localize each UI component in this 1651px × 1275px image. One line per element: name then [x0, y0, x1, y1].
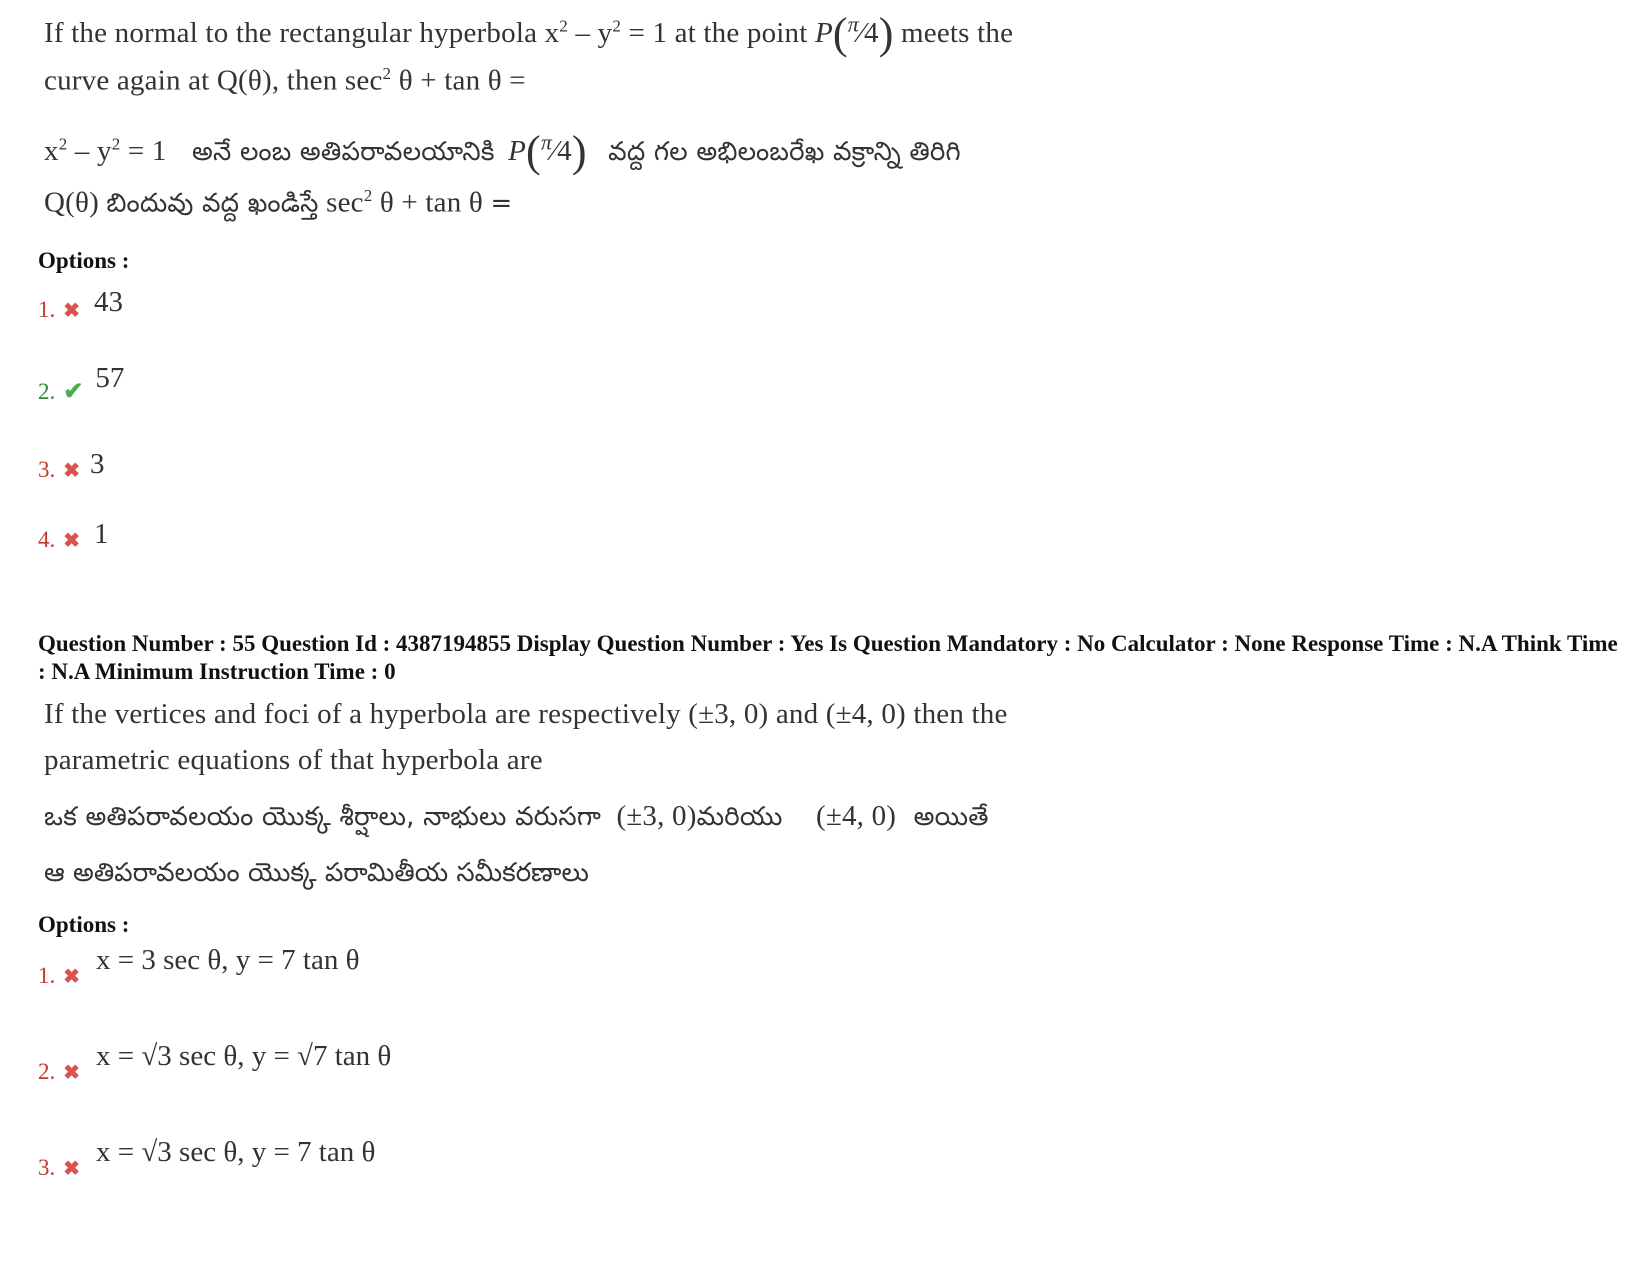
- exponent: 2: [363, 186, 373, 205]
- q55-option-1[interactable]: [38, 944, 360, 991]
- exponent: 2: [612, 16, 622, 36]
- q54-option-1[interactable]: [38, 286, 124, 325]
- denominator: 4: [864, 17, 879, 49]
- q54-option-3[interactable]: [38, 448, 105, 485]
- exponent: 2: [382, 64, 392, 83]
- option-value: 1: [94, 518, 109, 550]
- option-number: 2.: [38, 379, 56, 404]
- cross-icon: ✖: [63, 300, 81, 322]
- cross-icon: ✖: [63, 966, 81, 988]
- q54-option-2[interactable]: [38, 362, 125, 407]
- option-number: 3.: [38, 1155, 56, 1180]
- option-number: 4.: [38, 527, 56, 552]
- q54-text: – y: [568, 17, 613, 49]
- q55-metadata: Question Number : 55 Question Id : 4387194855 Display Question Number : Yes Is Question Mandatory : No Calculator : None Response Time : N.A Think Time : N.A Minimum Instruction Time : 0: [38, 631, 1618, 684]
- q54-text: =: [490, 188, 513, 219]
- cross-icon: ✖: [63, 460, 81, 482]
- q54-text: meets the: [893, 17, 1014, 49]
- q54-text: sec: [326, 186, 364, 219]
- q54-text: θ + tan θ =: [391, 64, 526, 97]
- option-value: x = 3 sec θ, y = 7 tan θ: [96, 944, 360, 976]
- option-value: 43: [94, 286, 124, 318]
- exponent: 2: [58, 134, 68, 154]
- cross-icon: ✖: [63, 1158, 81, 1180]
- q55-telugu-text: అయితే: [913, 802, 989, 832]
- q54-text: Q(θ): [44, 186, 99, 219]
- q54-text: = 1 at the point: [621, 17, 815, 49]
- q54-text: = 1: [120, 135, 167, 167]
- q54-text: If the normal to the rectangular hyperbola x: [44, 17, 560, 49]
- option-value: x = √3 sec θ, y = 7 tan θ: [96, 1136, 376, 1168]
- q55-math-text: (±4, 0): [816, 800, 897, 832]
- q55-telugu-line-1: [44, 800, 989, 838]
- q55-english-line-2: parametric equations of that hyperbola are: [44, 744, 543, 776]
- point-label: P: [814, 17, 833, 49]
- q54-telugu-text: వద్ద గల అభిలంబరేఖ వక్రాన్ని తిరిగి: [608, 137, 961, 167]
- q54-english-line-2: [44, 64, 526, 98]
- pi-symbol: π: [540, 129, 553, 155]
- q54-english-line-1: [44, 8, 1013, 59]
- q55-math-text: (±3, 0): [616, 800, 697, 832]
- cross-icon: ✖: [63, 530, 81, 552]
- q54-telugu-line-1: [44, 126, 961, 177]
- denominator: 4: [557, 135, 572, 167]
- point-label: P: [508, 135, 526, 167]
- option-number: 1.: [38, 297, 56, 322]
- option-number: 1.: [38, 963, 56, 988]
- point-p-pi-over-4: P($^\pi$⁄4): [814, 9, 894, 58]
- q54-text: – y: [67, 135, 112, 167]
- q55-telugu-text: మరియు: [696, 802, 783, 832]
- q55-options-title: Options :: [38, 912, 130, 937]
- option-value: 57: [95, 362, 125, 394]
- point-p-pi-over-4: P($^\pi$⁄4): [508, 127, 587, 176]
- q55-english-line-1: If the vertices and foci of a hyperbola are respectively (±3, 0) and (±4, 0) then the: [44, 698, 1008, 730]
- q54-telugu-line-2: [44, 186, 512, 225]
- q54-options-title: Options :: [38, 248, 130, 273]
- q54-text: θ + tan θ: [372, 186, 483, 219]
- cross-icon: ✖: [63, 1062, 81, 1084]
- pi-symbol: π: [847, 11, 859, 37]
- exponent: 2: [559, 16, 568, 36]
- q55-option-2[interactable]: [38, 1040, 392, 1087]
- option-value: 3: [90, 448, 105, 480]
- q54-telugu-text: బిందువు వద్ద ఖండిస్తే: [106, 188, 319, 219]
- q54-telugu-text: అనే లంబ అతిపరావలయానికి: [192, 137, 495, 167]
- option-number: 3.: [38, 457, 56, 482]
- q54-option-4[interactable]: [38, 518, 109, 555]
- check-icon: ✔: [63, 379, 84, 405]
- q54-text: curve again at Q(θ), then sec: [44, 64, 383, 97]
- q55-option-3[interactable]: [38, 1136, 376, 1183]
- exponent: 2: [111, 134, 121, 154]
- q55-telugu-text: ఒక అతిపరావలయం యొక్క శీర్షాలు, నాభులు వరుసగా: [44, 802, 601, 832]
- option-number: 2.: [38, 1059, 56, 1084]
- q55-telugu-line-2: ఆ అతిపరావలయం యొక్క పరామితీయ సమీకరణాలు: [44, 858, 589, 888]
- option-value: x = √3 sec θ, y = √7 tan θ: [96, 1040, 392, 1072]
- q54-text: x: [44, 135, 59, 167]
